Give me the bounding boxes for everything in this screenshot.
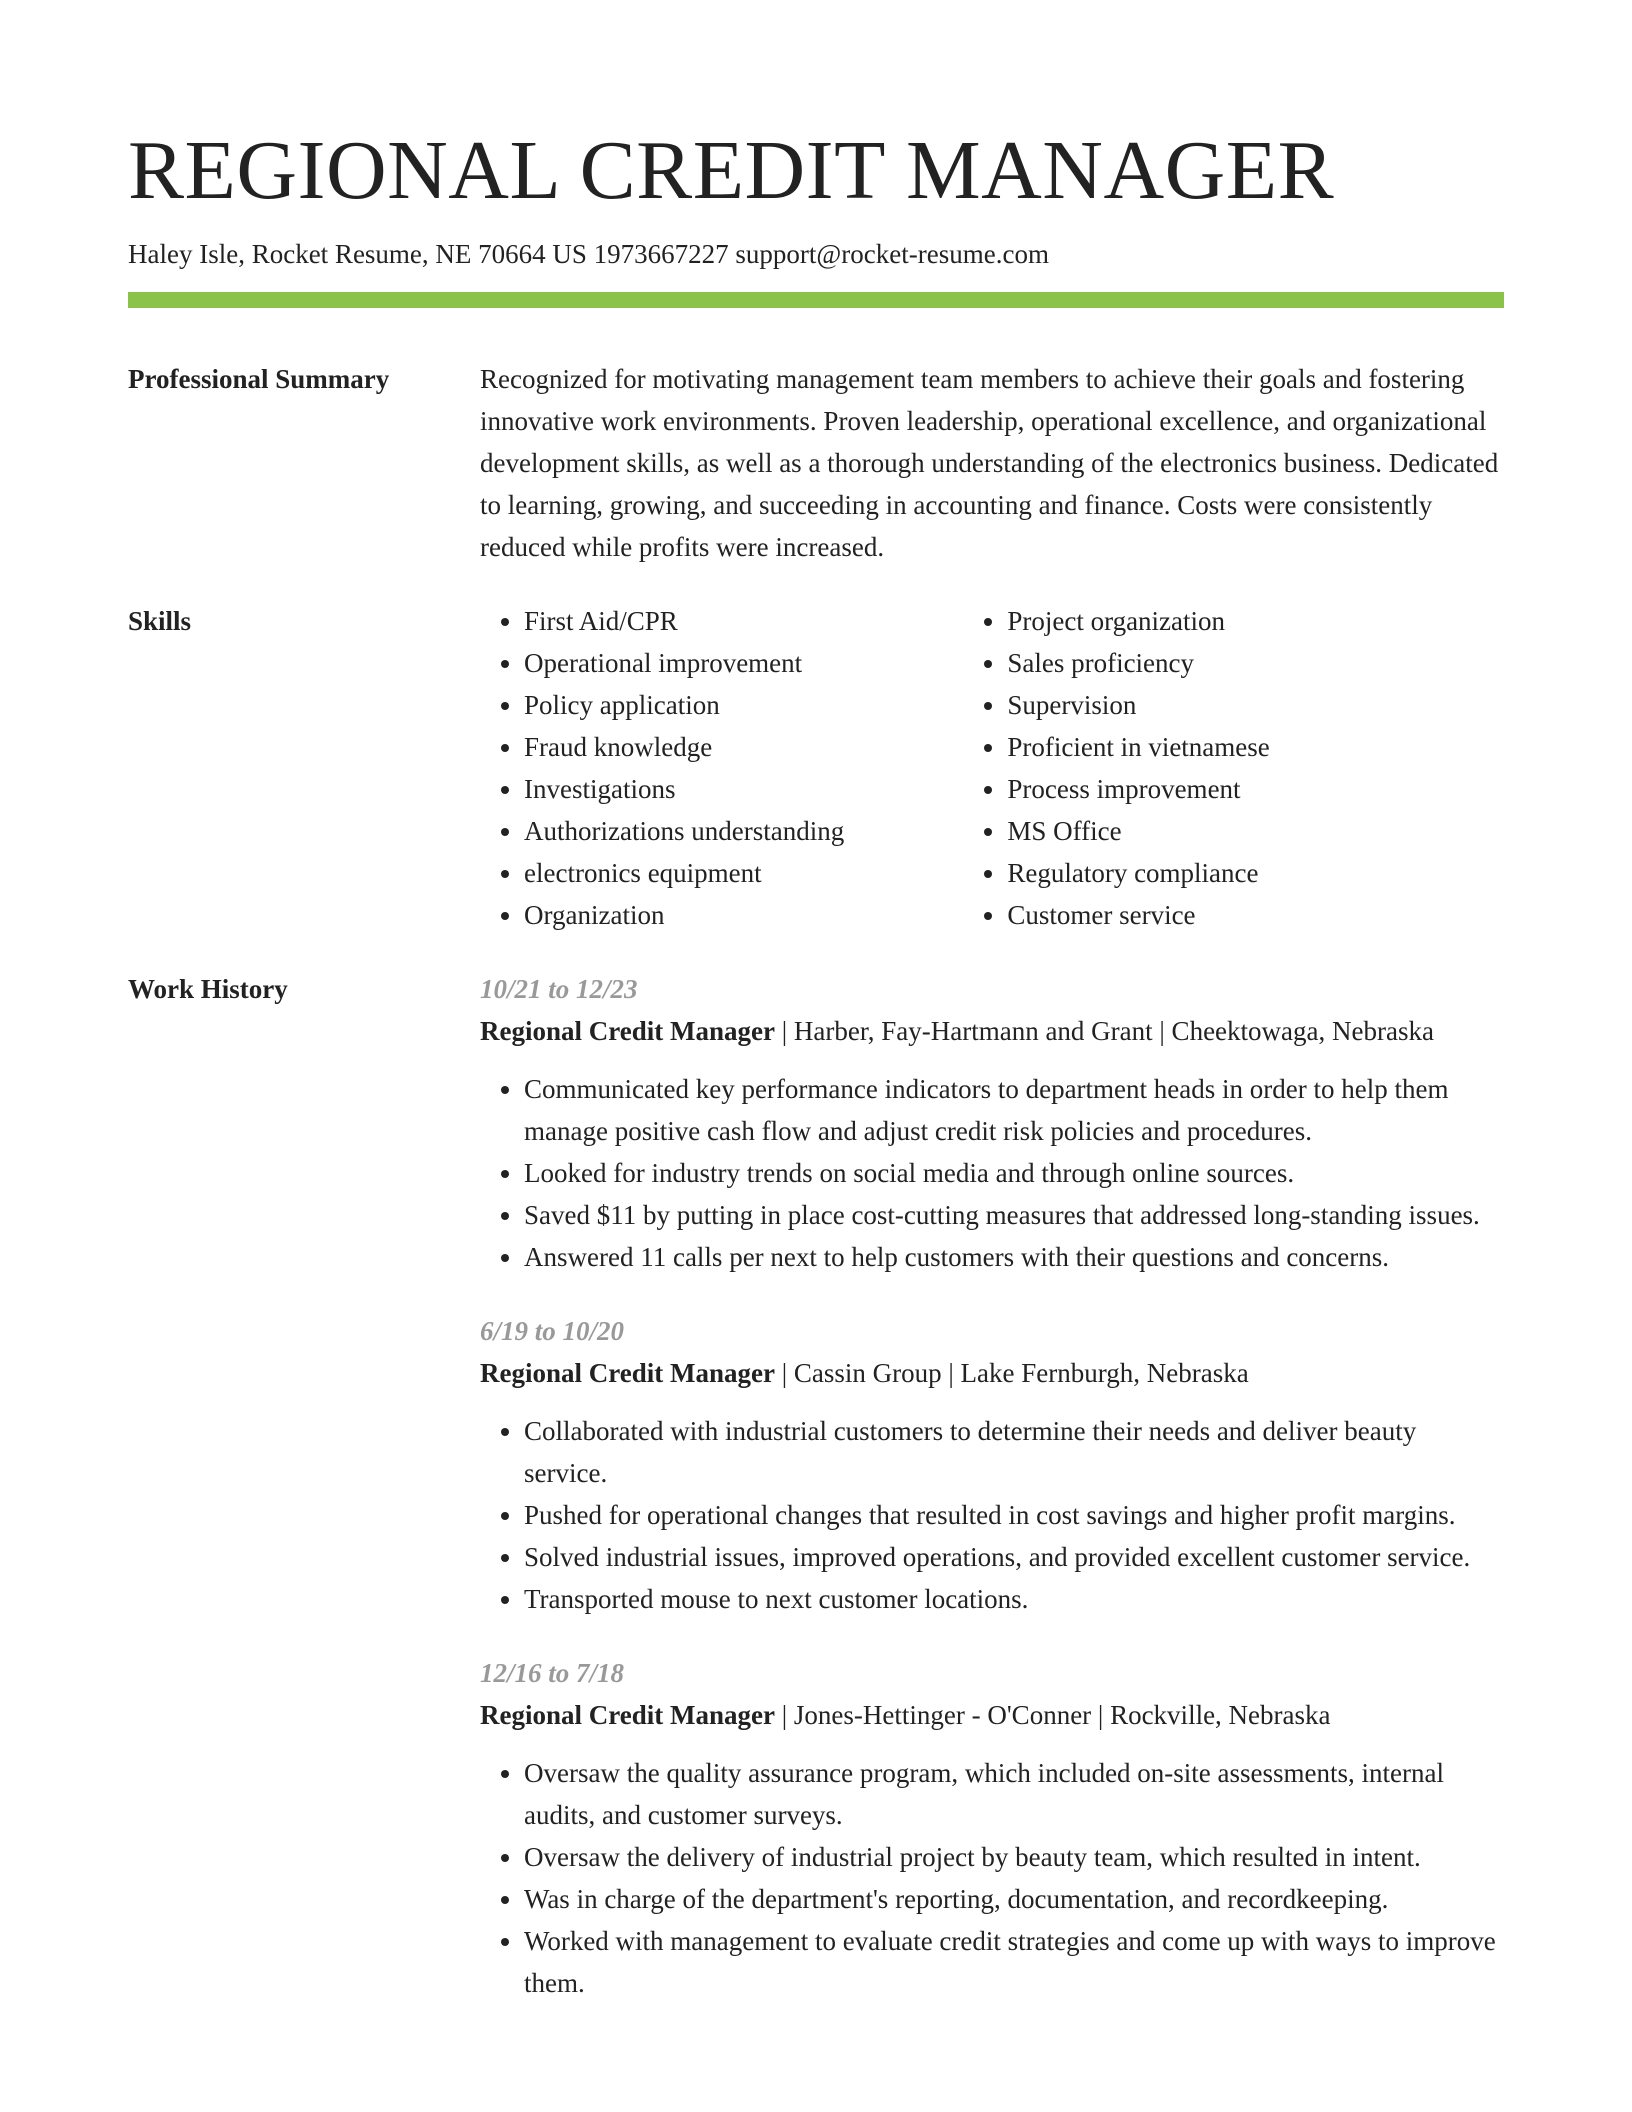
skill-item: • Proficient in vietnamese [1007, 726, 1504, 768]
job-bullet: • Transported mouse to next customer locations. [524, 1578, 1504, 1620]
skill-item: • Project organization [1007, 600, 1504, 642]
skill-item: • Policy application [524, 684, 963, 726]
job-bullet: • Collaborated with industrial customers to determine their needs and deliver beauty service. [524, 1410, 1504, 1494]
job-bullets [480, 1068, 1504, 1278]
job-bullet: • Communicated key performance indicators to department heads in order to help them manage positive cash flow and adjust credit risk policies and procedures. [524, 1068, 1504, 1152]
job-bullet: • Worked with management to evaluate credit strategies and come up with ways to improve them. [524, 1920, 1504, 2004]
job-bullet: • Pushed for operational changes that resulted in cost savings and higher profit margins. [524, 1494, 1504, 1536]
contact-info: Haley Isle, Rocket Resume, NE 70664 US 1973667227 support@rocket-resume.com [128, 239, 1049, 269]
job-details: | Harber, Fay-Hartmann and Grant | Cheektowaga, Nebraska [774, 1016, 1434, 1046]
job-dates: 6/19 to 10/20 [480, 1316, 625, 1346]
skill-item: • Sales proficiency [1007, 642, 1504, 684]
job-bullet: • Looked for industry trends on social media and through online sources. [524, 1152, 1504, 1194]
job-line [480, 1010, 1504, 1052]
job-bullet: • Solved industrial issues, improved operations, and provided excellent customer service. [524, 1536, 1504, 1578]
job-details: | Jones-Hettinger - O'Conner | Rockville, Nebraska [774, 1700, 1331, 1730]
work-history-heading: Work History [128, 974, 288, 1004]
skills-list-right [963, 600, 1504, 936]
skill-item: • Organization [524, 894, 963, 936]
summary-heading: Professional Summary [128, 364, 390, 394]
job-bullet: • Saved $11 by putting in place cost-cutting measures that addressed long-standing issues. [524, 1194, 1504, 1236]
skill-item: • Authorizations understanding [524, 810, 963, 852]
skill-item: • electronics equipment [524, 852, 963, 894]
skill-item: • Customer service [1007, 894, 1504, 936]
skill-item: • Operational improvement [524, 642, 963, 684]
job-dates: 12/16 to 7/18 [480, 1658, 625, 1688]
accent-divider [128, 292, 1504, 308]
resume-title: REGIONAL CREDIT MANAGER [128, 124, 1335, 217]
job-entry [480, 1652, 1504, 2004]
job-bullet: • Answered 11 calls per next to help customers with their questions and concerns. [524, 1236, 1504, 1278]
skill-item: • Investigations [524, 768, 963, 810]
work-history-section [128, 968, 1504, 2036]
job-title: Regional Credit Manager [480, 1700, 775, 1730]
job-entry [480, 1310, 1504, 1620]
summary-text: Recognized for motivating management team members to achieve their goals and fostering innovative work environments. Proven leadership, operational excellence, and organizational development skills, as well as a thorough understanding of the electronics business. Dedicated to learning, growing, and succeeding in accounting and finance. Costs were consistently reduced while profits were increased. [480, 364, 1499, 562]
job-bullets [480, 1752, 1504, 2004]
summary-section [128, 358, 1504, 568]
skill-item: • Regulatory compliance [1007, 852, 1504, 894]
skill-item: • First Aid/CPR [524, 600, 963, 642]
job-dates: 10/21 to 12/23 [480, 974, 638, 1004]
job-entry [480, 968, 1504, 1278]
skills-heading: Skills [128, 606, 192, 636]
resume-page [128, 0, 1504, 2036]
skill-item: • Supervision [1007, 684, 1504, 726]
job-title: Regional Credit Manager [480, 1016, 775, 1046]
skill-item: • Process improvement [1007, 768, 1504, 810]
job-bullets [480, 1410, 1504, 1620]
skills-list-left [480, 600, 963, 936]
job-line [480, 1352, 1504, 1394]
job-bullet: • Was in charge of the department's reporting, documentation, and recordkeeping. [524, 1878, 1504, 1920]
job-line [480, 1694, 1504, 1736]
job-details: | Cassin Group | Lake Fernburgh, Nebraska [774, 1358, 1249, 1388]
skills-section [128, 600, 1504, 936]
job-bullet: • Oversaw the delivery of industrial project by beauty team, which resulted in intent. [524, 1836, 1504, 1878]
skill-item: • MS Office [1007, 810, 1504, 852]
job-bullet: • Oversaw the quality assurance program, which included on-site assessments, internal audits, and customer surveys. [524, 1752, 1504, 1836]
job-title: Regional Credit Manager [480, 1358, 775, 1388]
skill-item: • Fraud knowledge [524, 726, 963, 768]
